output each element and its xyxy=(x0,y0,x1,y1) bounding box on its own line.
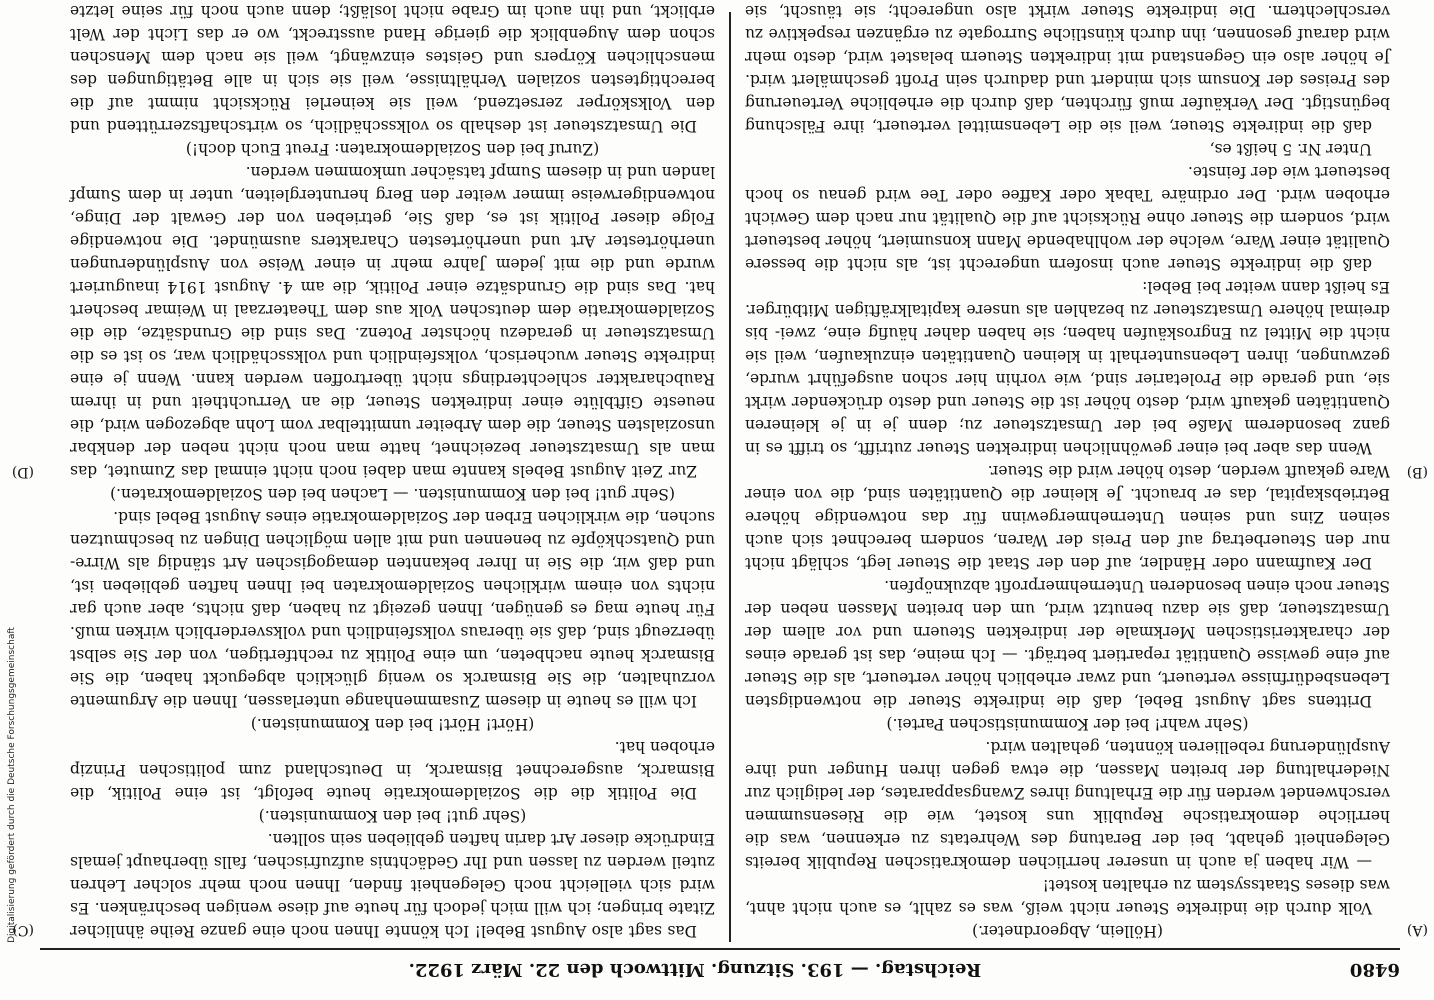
paragraph: Wenn das aber bei einer gewöhnlichen indirekten Steuer zutrifft, so trifft es in ganz besonderem Maße bei der Umsatzsteuer zu; denn je in je kleineren Quantitäten gekauft wird, desto höher ist die Steuer und desto drückender wirkt sie, und gerade die Proletarier sind, wie vorhin hier schon ausgeführt wurde, gezwungen, ihren Lebensunterhalt in kleinen Quantitäten einzukaufen, weil sie nicht die Mittel zu Engroskäufen haben; sie haben daher häufig eine, zwei- bis dreimal höhere Umsatzsteuer zu bezahlen als unsere kapitalkräftigen Mitbürger. Es heißt dann weiter bei Bebel: xyxy=(745,278,1390,457)
interjection: (Zuruf bei den Sozialdemokraten: Freut Euch doch!) xyxy=(185,140,600,158)
interjection: (Sehr gut! bei den Kommunisten.) xyxy=(258,807,527,825)
left-column xyxy=(735,2,1400,942)
paragraph: Unter Nr. 5 heißt es, xyxy=(1209,140,1372,158)
page-title: Reichstag. — 193. Sitzung. Mittwoch den 22. März 1922. xyxy=(408,959,982,981)
interjection: (Sehr wahr! bei der Kommunistischen Partei.) xyxy=(886,715,1249,733)
margin-marker-d: (D) xyxy=(11,464,34,480)
paragraph: Der Kaufmann oder Händler, auf den der Staat die Steuer legt, schlägt nicht nur den Steuerbetrag auf den Preis der Waren, sondern berechnet sich auch seinen Zins und seinen Unternehmergewinn für das notwendige höhere Betriebskapital, das er braucht. Je kleiner die Quantitäten sind, die von einer Ware gekauft werden, desto höher wird die Steuer. xyxy=(745,462,1390,572)
paragraph: Die Umsatzsteuer ist deshalb so volksschädlich, so wirtschaftszerrüttend und den Volkskörper zersetzend, weil sie keinerlei Rücksicht nimmt auf die berechtigtesten sozialen Verhältnisse, weil sie sich in alle Betätigungen des menschlichen Körpers und Geistes einzwängt, weil sie nach dem Menschen schon dem Augenblick die gierige Hand ausstreckt, wo er das Licht der Welt erblickt, und ihn auch im Grabe nicht losläßt; denn auch noch für seine letzte xyxy=(70,2,715,135)
paragraph: Zur Zeit August Bebels kannte man dabei noch nicht einmal das Zumutet, das man als Umsatzsteuer bezeichnet, hatte man noch nicht neben der denkbar unsozialsten Steuer, die dem Arbeiter unmittelbar vom Lohn abgezogen wird, die neueste Giftblüte einer indirekten Steuer, die an Verruchtheit und in ihrem Raubcharakter schlechterdings nicht übertroffen werden kann. Wenn je eine indirekte Steuer wucherisch, volksfeindlich und volksschädlich war, so ist es die Umsatzsteuer in geradezu höchster Potenz. Das sind die Grundsätze, die die Sozialdemokratie dem deutschen Volk aus dem Theaterzaal in Weimar beschert hat. Das sind die Grundsätze einer Politik, die am 4. August 1914 inauguriert wurde und die mit jedem Jahre mehr in einer Weise von Ausplünderungen unerhörtester Art und unerhörtesten Charakters ausmündet. Die notwendige Folge dieser Politik ist es, daß Sie, getrieben von der Gewalt der Dinge, notwendigerweise immer weiter den Berg heruntergleiten, unter in dem Sumpf landen und in diesem Sumpf tatsächer umkommen werden. xyxy=(70,163,715,480)
paragraph: Das sagt also August Bebel! Ich könnte Ihnen noch eine ganze Reihe ähnlicher Zitate bringen; ich will mich jedoch für heute auf diese wenigen beschränken. Es wird sich vielleicht noch Gelegenheit finden, Ihnen noch mehr solcher Lehren zuteil werden zu lassen und Ihr Gedächtnis aufzufrischen, falls überhaupt jemals Eindrücke dieser Art darin haften geblieben sein sollten. xyxy=(70,830,715,940)
credit-text: Digitalisierung gefördert durch die Deutsche Forschungsgemeinschaft xyxy=(7,627,18,943)
interjection: (Sehr gut! bei den Kommunisten. — Lachen bei den Sozialdemokraten.) xyxy=(110,485,675,503)
interjection: (Hört! Hört! bei den Kommunisten.) xyxy=(250,715,535,733)
page-number: 6480 xyxy=(1349,959,1400,981)
page-header xyxy=(40,948,1400,990)
text-columns xyxy=(40,2,1400,942)
column-divider xyxy=(729,12,731,942)
paragraph: Drittens sagt August Bebel, daß die indirekte Steuer die notwendigsten Lebensbedürfnisse verteuert, und zwar erheblich höher verteuert, als die Steuer auf eine gewisse Quantität repartiert beträgt. — Ich meine, das ist gerade eines der charakteristischen Merkmale der indirekten Steuern und vor allem der Umsatzsteuer, daß sie dazu benutzt wird, um den breiten Massen neben der Steuer noch einen besonderen Unternehmerprofit abzuknöpfen. xyxy=(745,577,1390,710)
margin-marker-a: (A) xyxy=(1406,922,1428,938)
paragraph: Volk durch die indirekte Steuer nicht weiß, was es zahlt, es auch nicht ahnt, was dieses Staatssystem zu erhalten kostet! xyxy=(745,876,1390,917)
paragraph: daß die indirekte Steuer, weil sie die Lebensmittel verteuert, ihre Fälschung begünstigt. Der Verkäufer muß fürchten, daß durch die erhebliche Verteuerung des Preises der Konsum sich mindert und dadurch sein Profit geschmälert wird. Je höher also ein Gegenstand mit indirekten Steuern belastet wird, desto mehr wird darauf gesonnen, ihn durch künstliche Surrogate zu ergänzen respektive zu verschlechtern. Die indirekte Steuer wirkt also ungerecht; sie täuscht, sie xyxy=(745,2,1390,135)
paragraph: daß die indirekte Steuer auch insofern ungerecht ist, als nicht die bessere Qualität einer Ware, welche der wohlhabende Mann konsumiert, höher besteuert wird, sondern die Steuer ohne Rücksicht auf die Qualität nur nach dem Gewicht erhoben wird. Der ordinäre Tabak oder Kaffee oder Tee wird genau so hoch besteuert wie der feinste. xyxy=(745,163,1390,273)
right-column xyxy=(60,2,725,942)
margin-marker-b: (B) xyxy=(1406,464,1428,480)
paragraph: Die Politik die die Sozialdemokratie heute befolgt, ist eine Politik, die Bismarck, ausgerechnet Bismarck, in Deutschland zum politischen Prinzip erhoben hat. xyxy=(70,738,715,802)
speaker-name: (Höllein, Abgeordneter.) xyxy=(972,922,1163,940)
margin-marker-c: (C) xyxy=(12,922,34,938)
paragraph: — Wir haben ja auch in unserer herrlichen demokratischen Republik bereits Gelegenheit gehabt, bei der Beratung des Wehretats zu erkennen, was die herrliche demokratische Republik uns kostet, wie die Riesensummen verschwendet werden für die Erhaltung ihres Zwangsapparates, der lediglich zur Niederhaltung der breiten Massen, die etwa gegen ihren Hunger und ihre Ausplünderung rebellieren könnten, gehalten wird. xyxy=(745,738,1390,871)
digitization-credit xyxy=(4,580,20,990)
paragraph: Ich will es heute in diesem Zusammenhange unterlassen, Ihnen die Argumente vorzuhalten, die Sie Bismarck so wenig glücklich abgeguckt haben, die Sie Bismarck heute nachbeten, um eine Politik zu rechtfertigen, von der Sie selbst überzeugt sind, daß sie überaus volksfeindlich und volksverderblich wirken muß. Für heute mag es genügen, Ihnen gezeigt zu haben, daß nichts, aber auch gar nichts von einem wirklichen Sozialdemokraten bei Ihnen haften geblieben ist, und daß wir, die Sie in Ihrer bekannten demagogischen Art ständig als Wirre- und Quatschköpfe zu benennen und mit allen möglichen Dingen zu beschmutzen suchen, die wirklichen Erben der Sozialdemokratie eines August Bebel sind. xyxy=(70,508,715,710)
